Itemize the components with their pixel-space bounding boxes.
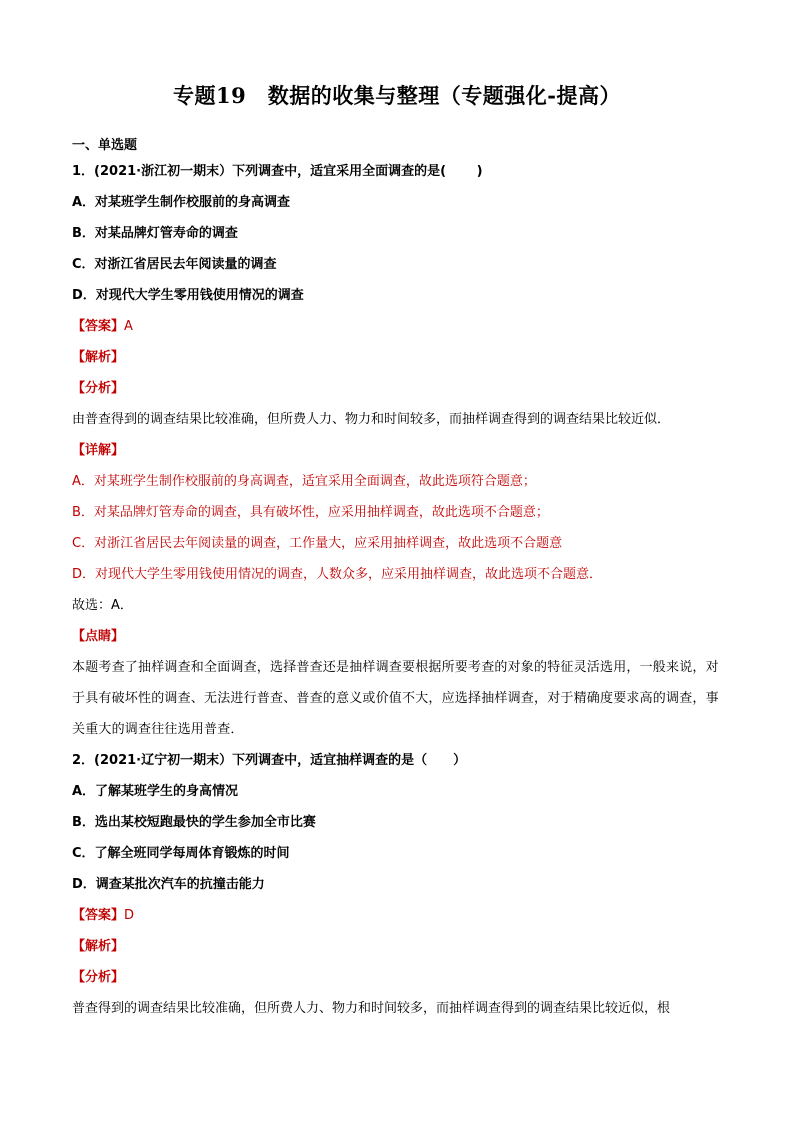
section-heading: 一、单选题	[72, 138, 138, 153]
q1-option-c: C．对浙江省居民去年阅读量的调查	[72, 257, 277, 272]
xiangjie-tag: 【详解】	[72, 443, 125, 458]
q1-detail-b	[72, 502, 722, 533]
q1-fenxi-heading	[72, 378, 722, 409]
q1-choice: 故选：A．	[72, 598, 133, 613]
q2-fenxi-text: 普查得到的调查结果比较准确，但所费人力、物力和时间较多，而抽样调查得到的调查结果比较近似，根	[72, 1001, 671, 1016]
document-body	[72, 135, 722, 1029]
answer-tag: 【答案】	[72, 319, 125, 334]
page-title: 专题19 数据的收集与整理（专题强化-提高）	[173, 83, 621, 108]
q2-option-a: A．了解某班学生的身高情况	[72, 784, 239, 799]
fenxi-tag: 【分析】	[72, 381, 125, 396]
q1-option-a: A．对某班学生制作校服前的身高调查	[72, 195, 291, 210]
question-2-stem: 2．(2021·辽宁初一期末）下列调查中，适宜抽样调查的是（ ）	[72, 753, 467, 768]
answer-value: A	[124, 319, 133, 334]
question-1-stem: 1．(2021·浙江初一期末）下列调查中，适宜采用全面调查的是( )	[72, 164, 483, 179]
q1-detail-c	[72, 533, 722, 564]
q2-answer	[72, 905, 722, 936]
detail-text: B．对某品牌灯管寿命的调查，具有破坏性，应采用抽样调查，故此选项不合题意；	[72, 505, 549, 520]
detail-text: C．对浙江省居民去年阅读量的调查，工作量大，应采用抽样调查，故此选项不合题意	[72, 536, 563, 551]
q1-answer	[72, 316, 722, 347]
answer-value: D	[124, 908, 135, 923]
dianjing-tag: 【点睛】	[72, 629, 125, 644]
q2-option-d: D．调查某批次汽车的抗撞击能力	[72, 877, 265, 892]
q1-option-b: B．对某品牌灯管寿命的调查	[72, 226, 238, 241]
q1-xiangjie-heading	[72, 440, 722, 471]
answer-tag: 【答案】	[72, 908, 125, 923]
detail-text: D．对现代大学生零用钱使用情况的调查，人数众多，应采用抽样调查，故此选项不合题意．	[72, 567, 603, 582]
q1-detail-a	[72, 471, 722, 502]
fenxi-tag: 【分析】	[72, 970, 125, 985]
q2-jiexi	[72, 936, 722, 967]
q2-option-b: B．选出某校短跑最快的学生参加全市比赛	[72, 815, 316, 830]
detail-text: A．对某班学生制作校服前的身高调查，适宜采用全面调查，故此选项符合题意；	[72, 474, 536, 489]
jiexi-tag: 【解析】	[72, 350, 125, 365]
q2-fenxi-heading	[72, 967, 722, 998]
jiexi-tag: 【解析】	[72, 939, 125, 954]
q1-detail-d	[72, 564, 722, 595]
q1-dianjing-text: 本题考查了抽样调查和全面调查，选择普查还是抽样调查要根据所要考查的对象的特征灵活选用，一般来说，对于具有破坏性的调查、无法进行普查、普查的意义或价值不大，应选择抽样调查，对于精确度要求高的调查，事关重大的调查往往选用普查．	[72, 660, 719, 737]
q1-jiexi	[72, 347, 722, 378]
q1-fenxi-text: 由普查得到的调查结果比较准确，但所费人力、物力和时间较多，而抽样调查得到的调查结果比较近似．	[72, 412, 671, 427]
q1-option-d: D．对现代大学生零用钱使用情况的调查	[72, 288, 304, 303]
q2-option-c: C．了解全班同学每周体育锻炼的时间	[72, 846, 290, 861]
